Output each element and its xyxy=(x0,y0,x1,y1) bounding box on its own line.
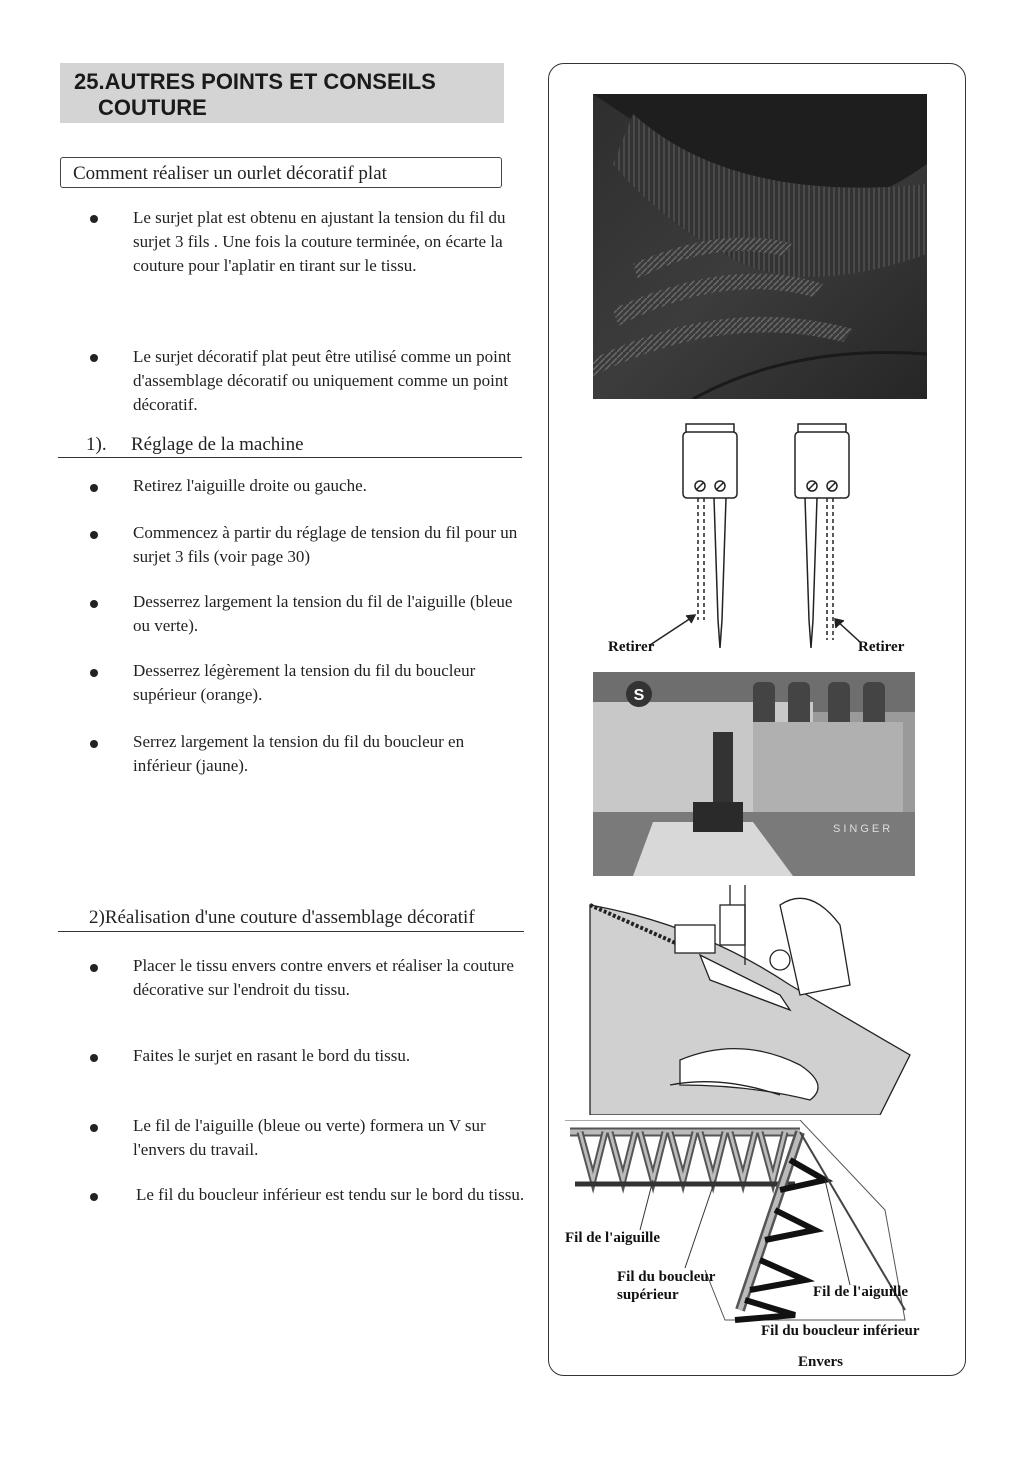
section-heading-2 xyxy=(58,906,524,932)
bullet-icon xyxy=(90,215,98,223)
wrong-side-label: Envers xyxy=(798,1354,843,1370)
section2-bullet-text: Faites le surjet en rasant le bord du tissu. xyxy=(133,1046,411,1065)
machine-logo: S xyxy=(633,687,645,704)
lower-looper-label: Fil du boucleur inférieur xyxy=(761,1323,920,1339)
section1-bullet-text: Desserrez légèrement la tension du fil du boucleur supérieur (orange). xyxy=(133,661,476,704)
bullet-icon xyxy=(90,1054,98,1062)
intro-bullet-text: Le surjet décoratif plat peut être utilisé comme un point d'assemblage décoratif ou uniquement comme un point décoratif. xyxy=(133,347,512,414)
bullet-icon xyxy=(90,600,98,608)
section1-bullet-text: Commencez à partir du réglage de tension du fil pour un surjet 3 fils (voir page 30) xyxy=(133,523,518,566)
section-number: 1). xyxy=(86,434,107,455)
bullet-icon xyxy=(90,964,98,972)
section2-bullet-text: Le fil de l'aiguille (bleue ou verte) formera un V sur l'envers du travail. xyxy=(133,1116,486,1159)
needle-thread-label-right: Fil de l'aiguille xyxy=(813,1284,909,1300)
machine-brand: SINGER xyxy=(833,823,894,835)
remove-label-left: Retirer xyxy=(608,639,655,655)
fabric-seam-photo xyxy=(593,94,927,399)
section1-bullet-text: Retirez l'aiguille droite ou gauche. xyxy=(133,476,367,495)
bullet-icon xyxy=(90,1124,98,1132)
serger-machine-photo xyxy=(593,672,915,876)
page-title xyxy=(60,63,504,123)
section1-bullet-text: Serrez largement la tension du fil du boucleur en inférieur (jaune). xyxy=(133,732,465,775)
subheading-box: Comment réaliser un ourlet décoratif plat xyxy=(60,157,502,188)
bullet-icon xyxy=(90,1193,98,1201)
remove-label-right: Retirer xyxy=(858,639,905,655)
bullet-icon xyxy=(90,740,98,748)
needle-removal-diagram xyxy=(600,420,920,660)
section-title: Réglage de la machine xyxy=(131,434,304,455)
bullet-icon xyxy=(90,484,98,492)
intro-bullet-text: Le surjet plat est obtenu en ajustant la tension du fil du surjet 3 fils . Une fois la couture terminée, on écarte la couture pour l'aplatir en tirant sur le tissu. xyxy=(133,208,506,275)
page-title-line1: 25.AUTRES POINTS ET CONSEILS xyxy=(74,69,436,94)
bullet-icon xyxy=(90,354,98,362)
bullet-icon xyxy=(90,669,98,677)
section1-bullet-text: Desserrez largement la tension du fil de l'aiguille (bleue ou verte). xyxy=(133,592,513,635)
upper-looper-label: Fil du boucleur supérieur xyxy=(617,1269,716,1303)
sewing-illustration xyxy=(580,885,940,1115)
section2-bullet-text: Placer le tissu envers contre envers et réaliser la couture décorative sur l'endroit du tissu. xyxy=(133,956,514,999)
needle-thread-label: Fil de l'aiguille xyxy=(565,1230,661,1246)
page-title-line2: COUTURE xyxy=(98,95,207,120)
section-heading-1 xyxy=(58,433,522,458)
section-title: 2)Réalisation d'une couture d'assemblage décoratif xyxy=(89,907,475,928)
bullet-icon xyxy=(90,531,98,539)
section2-bullet-text: Le fil du boucleur inférieur est tendu sur le bord du tissu. xyxy=(136,1185,525,1204)
